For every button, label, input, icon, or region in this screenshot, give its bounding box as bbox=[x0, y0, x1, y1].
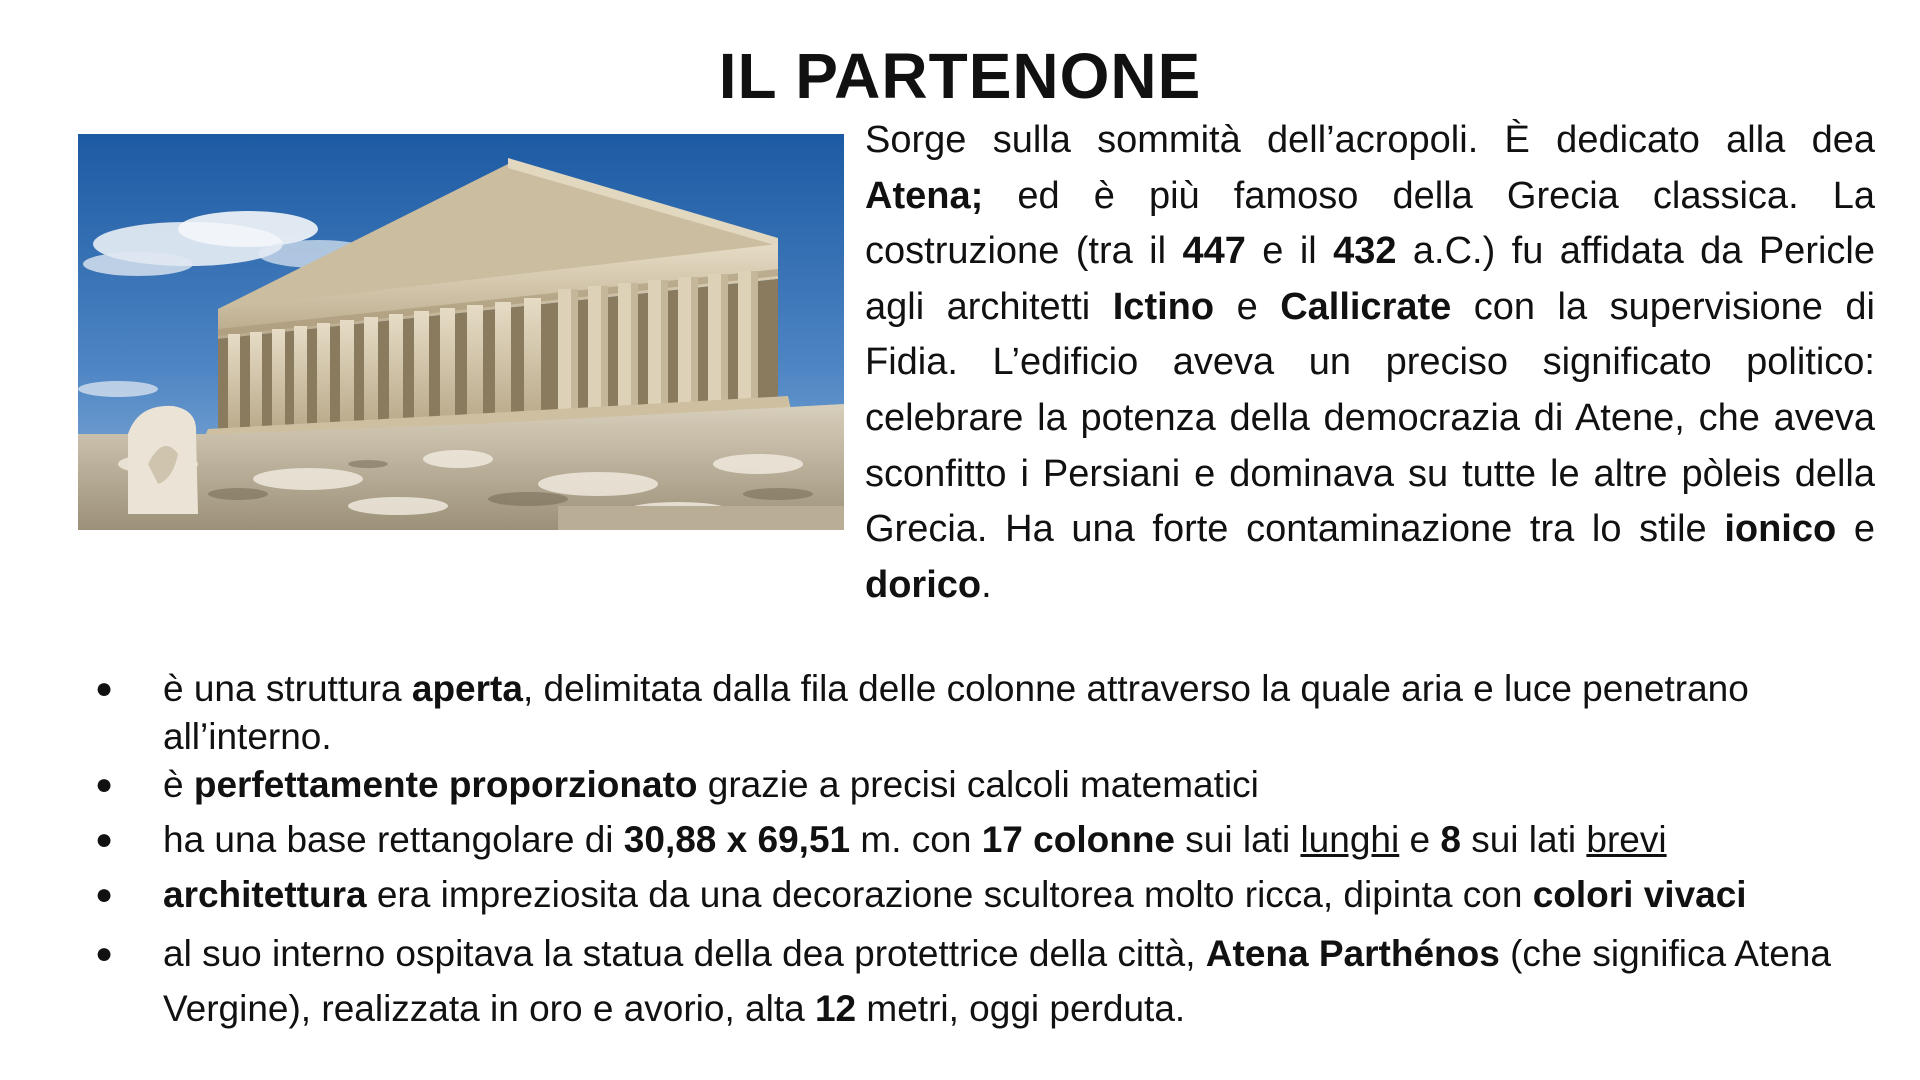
bullet-list bbox=[95, 665, 1895, 1036]
keyword: Ictino bbox=[1112, 285, 1215, 328]
keyword: Callicrate bbox=[1280, 285, 1452, 328]
list-item: ● ha una base rettangolare di 30,88 x 69,51 m. con 17 colonne sui lati lunghi e 8 sui lati brevi bbox=[95, 816, 1895, 864]
page-title: IL PARTENONE bbox=[718, 40, 1202, 112]
bullet-icon: ● bbox=[95, 768, 114, 801]
list-item: ● è perfettamente proporzionato grazie a precisi calcoli matematici bbox=[95, 761, 1895, 809]
bullet-icon: ● bbox=[95, 878, 114, 911]
keyword: 447 bbox=[1182, 230, 1246, 273]
list-item: ● è una struttura aperta, delimitata dalla fila delle colonne attraverso la quale aria e luce penetrano all’interno. bbox=[95, 665, 1895, 761]
bullet-icon: ● bbox=[95, 672, 114, 705]
keyword: 432 bbox=[1333, 230, 1397, 273]
bullet-icon: ● bbox=[95, 823, 114, 856]
bullet-icon: ● bbox=[95, 937, 114, 970]
intro-paragraph: Sorge sulla sommità dell’acropoli. È dedicato alla dea Atena; ed è più famoso della Grecia classica. La costruzione (tra il 447 e il 432 a.C.) fu affidata da Pericle agli architetti Ictino e Callicrate con la supervisione di Fidia. L’edificio aveva un preciso significato politico: celebrare la potenza della democrazia di Atene, che aveva sconfitto i Persiani e dominava su tutte le altre pòleis della Grecia. Ha una forte contaminazione tra lo stile ionico e dorico. bbox=[865, 119, 1875, 606]
keyword: dorico bbox=[865, 563, 982, 606]
keyword: ionico bbox=[1724, 508, 1837, 551]
list-item: ● al suo interno ospitava la statua della dea protettrice della città, Atena Parthénos (che significa Atena Vergine), realizzata in oro e avorio, alta 12 metri, oggi perduta. bbox=[95, 926, 1895, 1036]
keyword: Atena; bbox=[865, 174, 984, 217]
list-item: ● architettura era impreziosita da una decorazione scultorea molto ricca, dipinta con colori vivaci bbox=[95, 871, 1895, 919]
parthenon-photo bbox=[78, 134, 844, 530]
